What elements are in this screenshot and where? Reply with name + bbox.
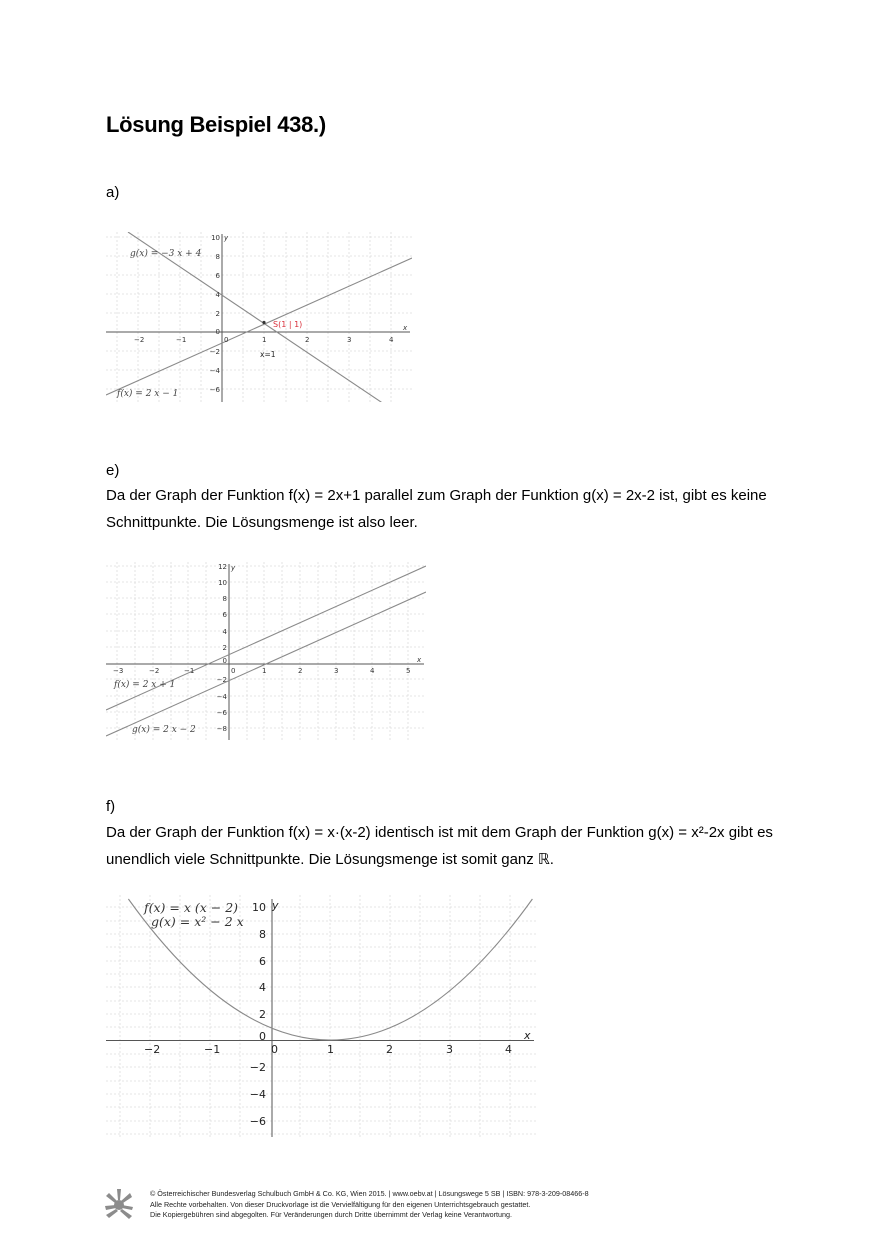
graph-e-ytick: 10	[218, 579, 227, 587]
graph-f-axis-y-label: y	[272, 899, 279, 912]
graph-e-xtick: −3	[113, 667, 124, 675]
graph-f-ytick: −2	[249, 1061, 266, 1074]
graph-e-xtick: −1	[184, 667, 195, 675]
graph-e-xtick: 4	[370, 667, 375, 675]
graph-a-ytick: 0	[215, 328, 220, 336]
graph-e-ytick: −6	[216, 709, 227, 717]
graph-f-ytick: 6	[259, 955, 266, 968]
graph-a	[106, 232, 412, 402]
graph-a-x-ticks	[134, 336, 394, 344]
graph-e-xtick: 1	[262, 667, 267, 675]
graph-a-axis-y-label: y	[224, 234, 229, 242]
graph-a-ytick: −6	[209, 386, 220, 394]
footer-line-2: Alle Rechte vorbehalten. Von dieser Druckvorlage ist die Vervielfältigung für den eigenen Unterrichtsgebrauch gestattet.	[150, 1199, 531, 1209]
graph-f-xtick: 4	[505, 1043, 512, 1056]
graph-e-ytick: 8	[222, 595, 227, 603]
graph-f-ytick: 4	[259, 981, 266, 994]
graph-e-ytick: 0	[222, 657, 227, 665]
graph-a-xtick: 1	[262, 336, 267, 344]
graph-f	[106, 895, 536, 1137]
graph-e-g-label: g(x) = 2 x − 2	[132, 725, 196, 735]
graph-a-x1-label: x=1	[260, 350, 276, 359]
part-e-label: e)	[106, 462, 120, 479]
part-f-text-line1: Da der Graph der Funktion f(x) = x·(x-2) identisch ist mit dem Graph der Funktion g(x) = x²-2x gibt es	[106, 824, 773, 841]
graph-a-xtick: −2	[134, 336, 145, 344]
graph-f-ytick: 2	[259, 1008, 266, 1021]
publisher-logo-icon	[104, 1188, 134, 1220]
footer-copyright	[150, 1189, 589, 1221]
graph-a-xtick: 0	[224, 336, 229, 344]
graph-f-xtick: −1	[204, 1043, 221, 1056]
graph-e-x-ticks	[113, 667, 410, 675]
graph-f-ytick: −6	[249, 1115, 266, 1128]
graph-e-xtick: 5	[406, 667, 411, 675]
graph-a-f-label: f(x) = 2 x − 1	[117, 389, 179, 399]
graph-f-ytick: 10	[252, 901, 266, 914]
graph-a-xtick: 4	[389, 336, 394, 344]
graph-e-ytick: 4	[222, 628, 227, 636]
graph-f-xtick: 2	[386, 1043, 393, 1056]
graph-a-g-label: g(x) = −3 x + 4	[130, 249, 202, 259]
part-f-text-line2: unendlich viele Schnittpunkte. Die Lösungsmenge ist somit ganz ℝ.	[106, 851, 554, 868]
graph-e-y-ticks	[217, 563, 228, 733]
part-e-text	[106, 482, 796, 536]
graph-e-xtick: 0	[231, 667, 236, 675]
graph-f-y-ticks	[250, 901, 266, 1128]
graph-a-ytick: 10	[211, 234, 220, 242]
part-a-label: a)	[106, 184, 120, 201]
footer-line-1: © Österreichischer Bundesverlag Schulbuch GmbH & Co. KG, Wien 2015. | www.oebv.at | Lösungswege 5 SB | ISBN: 978-3-209-08466-8	[150, 1189, 589, 1198]
graph-f-ytick: 0	[259, 1030, 266, 1043]
graph-a-ytick: 2	[215, 310, 220, 318]
graph-a-ytick: −4	[209, 367, 220, 375]
graph-e-ytick: −8	[216, 725, 227, 733]
graph-a-xtick: −1	[176, 336, 187, 344]
graph-e-ytick: 6	[222, 611, 227, 619]
graph-a-axis-x-label: x	[403, 324, 408, 332]
graph-a-ytick: 8	[215, 253, 220, 261]
page-title: Lösung Beispiel 438.)	[106, 112, 326, 137]
part-f-label: f)	[106, 798, 116, 815]
graph-a-xtick: 2	[305, 336, 310, 344]
graph-f-grid	[106, 895, 536, 1137]
graph-a-xtick: 3	[347, 336, 352, 344]
graph-a-y-ticks	[210, 234, 221, 394]
graph-a-ytick: 4	[215, 291, 220, 299]
graph-e-ytick: 12	[218, 563, 227, 571]
footer-line-3: Die Kopiergebühren sind abgegolten. Für Veränderungen durch Dritte übernimmt der Verlag keine Verantwortung.	[150, 1210, 512, 1219]
graph-a-point-label: S(1 | 1)	[273, 320, 303, 329]
graph-f-axis-x-label: x	[524, 1029, 531, 1042]
part-e-text-line2: Schnittpunkte. Die Lösungsmenge ist also leer.	[106, 514, 418, 531]
graph-e-axis-x-label: x	[417, 656, 422, 664]
graph-e-xtick: 3	[334, 667, 339, 675]
graph-f-ytick: −4	[249, 1088, 266, 1101]
graph-f-xtick: 3	[446, 1043, 453, 1056]
graph-f-g-label: g(x) = x² − 2 x	[151, 914, 244, 929]
graph-e-axis-y-label: y	[231, 564, 236, 572]
graph-e-ytick: −2	[216, 676, 227, 684]
graph-e-f-label: f(x) = 2 x + 1	[114, 680, 176, 690]
graph-a-intersection-point	[262, 321, 265, 324]
graph-e-xtick: −2	[149, 667, 160, 675]
graph-a-line-f	[106, 258, 412, 395]
graph-a-ytick: −2	[209, 348, 220, 356]
part-f-text	[106, 819, 796, 873]
graph-e-ytick: 2	[222, 644, 227, 652]
graph-f-ytick: 8	[259, 928, 266, 941]
graph-f-xtick: 0	[271, 1043, 278, 1056]
graph-f-xtick: 1	[327, 1043, 334, 1056]
graph-f-f-label: f(x) = x (x − 2)	[144, 900, 239, 915]
graph-f-xtick: −2	[144, 1043, 161, 1056]
part-e-text-line1: Da der Graph der Funktion f(x) = 2x+1 parallel zum Graph der Funktion g(x) = 2x-2 ist, gibt es keine	[106, 487, 767, 504]
graph-e-xtick: 2	[298, 667, 303, 675]
graph-e-ytick: −4	[216, 693, 227, 701]
graph-e	[106, 562, 426, 740]
graph-a-ytick: 6	[215, 272, 220, 280]
graph-e-grid	[106, 562, 426, 740]
